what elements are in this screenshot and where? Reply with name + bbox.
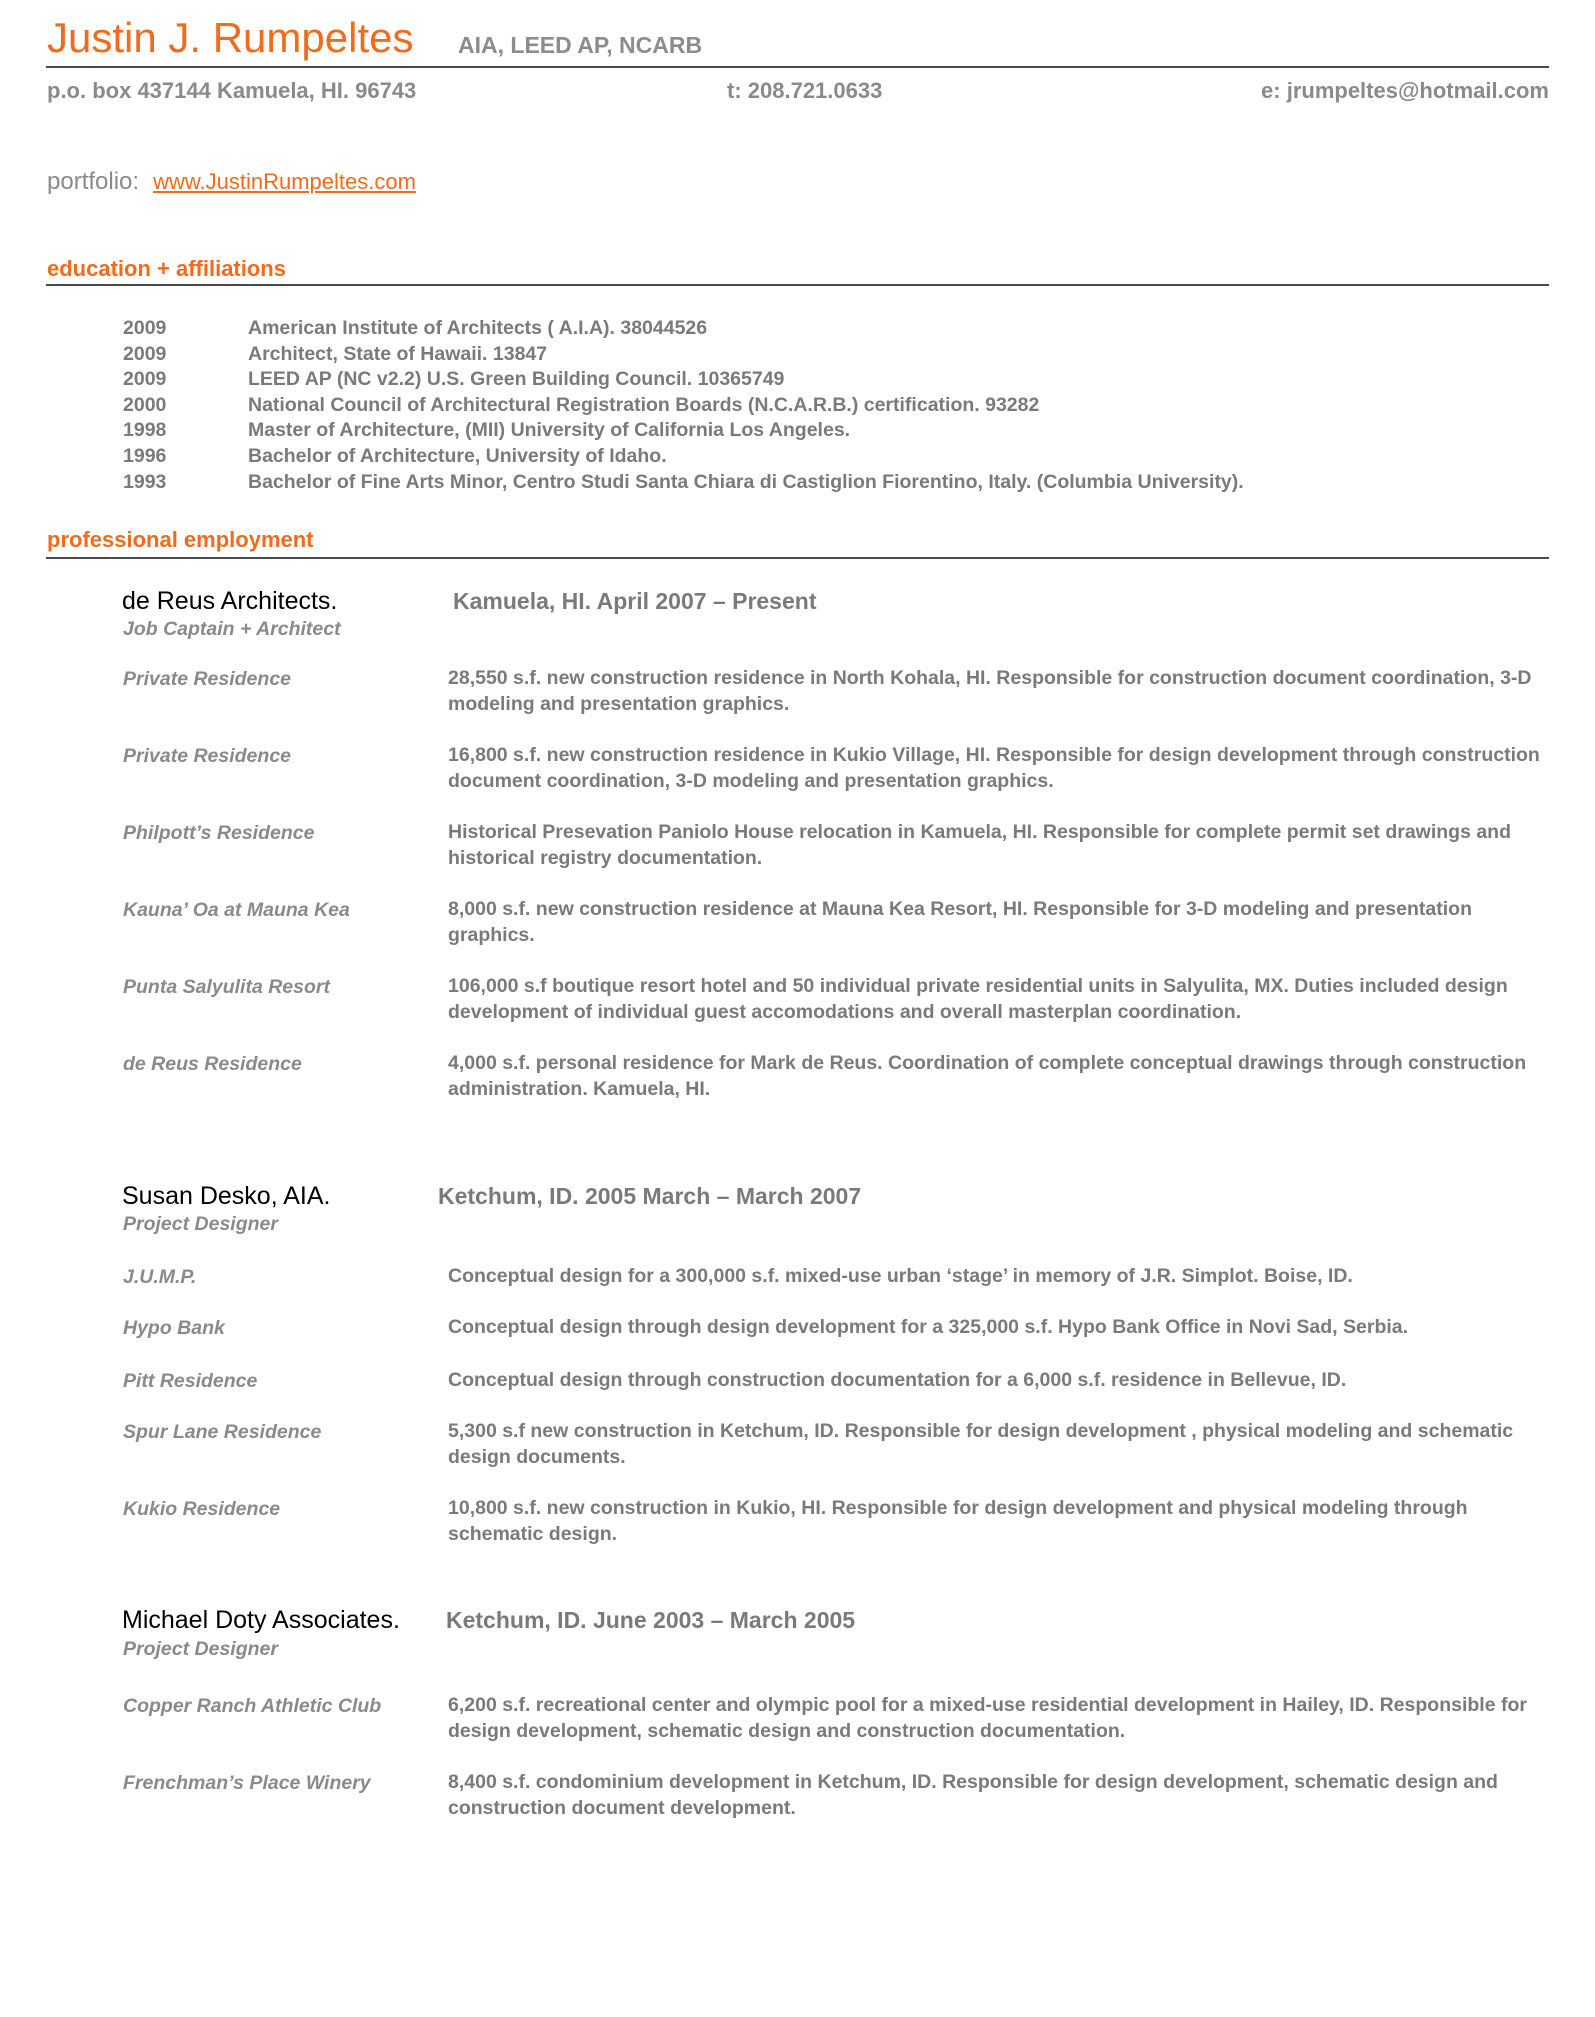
education-year: 2009 [123, 342, 167, 365]
applicant-name: Justin J. Rumpeltes [47, 14, 414, 61]
project-description: 8,400 s.f. condominium development in Ketchum, ID. Responsible for design development, schematic design and construction document development. [448, 1771, 1498, 1819]
education-year: 1996 [123, 445, 167, 467]
project-name: Hypo Bank [123, 1317, 225, 1339]
education-year: 1993 [123, 470, 167, 493]
employment-title: professional employment [47, 527, 314, 552]
employment-rule [46, 557, 1549, 559]
project-description: 6,200 s.f. recreational center and olympic pool for a mixed-use residential development in Hailey, ID. Responsible for design development, schematic design and construction documentation. [448, 1694, 1527, 1742]
project-description: Conceptual design through design development for a 325,000 s.f. Hypo Bank Office in Novi Sad, Serbia. [448, 1316, 1409, 1338]
project-name: J.U.M.P. [123, 1266, 197, 1288]
project-name: Spur Lane Residence [123, 1421, 322, 1443]
firm-location-dates: Kamuela, HI. April 2007 – Present [453, 588, 817, 614]
credentials: AIA, LEED AP, NCARB [458, 32, 703, 58]
project-description: 106,000 s.f boutique resort hotel and 50 individual private residential units in Salyulita, MX. Duties included design development of individual guest accomodations and overall masterplan coordination. [448, 975, 1508, 1023]
project-description: 4,000 s.f. personal residence for Mark de Reus. Coordination of complete conceptual drawings through construction administration. Kamuela, HI. [448, 1052, 1527, 1100]
email[interactable]: e: jrumpeltes@hotmail.com [1261, 78, 1549, 103]
education-text: National Council of Architectural Registration Boards (N.C.A.R.B.) certification. 93282 [248, 393, 1040, 416]
portfolio-link[interactable]: www.JustinRumpeltes.com [153, 169, 416, 194]
project-name: Private Residence [123, 668, 292, 690]
education-year: 2009 [123, 368, 167, 391]
job-title: Project Designer [123, 1213, 278, 1235]
phone: t: 208.721.0633 [727, 78, 883, 103]
project-description: Conceptual design through construction documentation for a 6,000 s.f. residence in Bellevue, ID. [448, 1369, 1347, 1391]
project-description: Conceptual design for a 300,000 s.f. mixed-use urban ‘stage’ in memory of J.R. Simplot. Boise, ID. [448, 1265, 1353, 1287]
education-text: LEED AP (NC v2.2) U.S. Green Building Council. 10365749 [248, 368, 785, 391]
project-description: 16,800 s.f. new construction residence in Kukio Village, HI. Responsible for design development through construction document coordination, 3-D modeling and presentation graphics. [448, 744, 1540, 792]
firm-name: Michael Doty Associates. [122, 1606, 400, 1634]
project-name: Kukio Residence [123, 1498, 281, 1520]
education-year: 1998 [123, 419, 167, 442]
education-text: Bachelor of Fine Arts Minor, Centro Studi Santa Chiara di Castiglion Fiorentino, Italy. (Columbia University). [248, 470, 1244, 493]
education-year: 2000 [123, 393, 167, 416]
firm-location-dates: Ketchum, ID. 2005 March – March 2007 [438, 1183, 862, 1209]
education-text: American Institute of Architects ( A.I.A). 38044526 [248, 317, 708, 339]
portfolio-line [47, 168, 416, 196]
portfolio-label: portfolio: [47, 168, 140, 195]
education-title: education + affiliations [47, 256, 286, 281]
education-rule [46, 284, 1549, 286]
project-description: 28,550 s.f. new construction residence in North Kohala, HI. Responsible for construction document coordination, 3-D modeling and presentation graphics. [448, 667, 1532, 715]
firm-location-dates: Ketchum, ID. June 2003 – March 2005 [446, 1607, 856, 1633]
project-name: Kauna’ Oa at Mauna Kea [123, 899, 350, 921]
firm-name: Susan Desko, AIA. [122, 1182, 331, 1210]
project-name: Philpott’s Residence [123, 822, 315, 844]
education-text: Master of Architecture, (MII) University of California Los Angeles. [248, 419, 851, 442]
project-name: Frenchman’s Place Winery [123, 1772, 371, 1794]
project-name: Punta Salyulita Resort [123, 976, 330, 998]
project-description: 5,300 s.f new construction in Ketchum, ID. Responsible for design development , physical modeling and schematic design documents. [448, 1420, 1514, 1468]
education-text: Architect, State of Hawaii. 13847 [248, 342, 548, 365]
education-year: 2009 [123, 317, 167, 339]
project-description: Historical Presevation Paniolo House relocation in Kamuela, HI. Responsible for complete permit set drawings and historical registry documentation. [448, 821, 1512, 869]
job-title: Job Captain + Architect [123, 618, 341, 640]
project-name: de Reus Residence [123, 1053, 302, 1075]
header-rule [46, 66, 1549, 68]
project-description: 10,800 s.f. new construction in Kukio, HI. Responsible for design development and physical modeling through schematic design. [448, 1497, 1468, 1545]
project-description: 8,000 s.f. new construction residence at Mauna Kea Resort, HI. Responsible for 3-D modeling and presentation graphics. [448, 898, 1472, 946]
address: p.o. box 437144 Kamuela, HI. 96743 [47, 78, 417, 103]
firm-name: de Reus Architects. [122, 587, 338, 615]
job-title: Project Designer [123, 1638, 278, 1660]
project-name: Private Residence [123, 745, 292, 767]
project-name: Pitt Residence [123, 1370, 258, 1392]
education-text: Bachelor of Architecture, University of Idaho. [248, 445, 667, 467]
project-name: Copper Ranch Athletic Club [123, 1695, 382, 1717]
